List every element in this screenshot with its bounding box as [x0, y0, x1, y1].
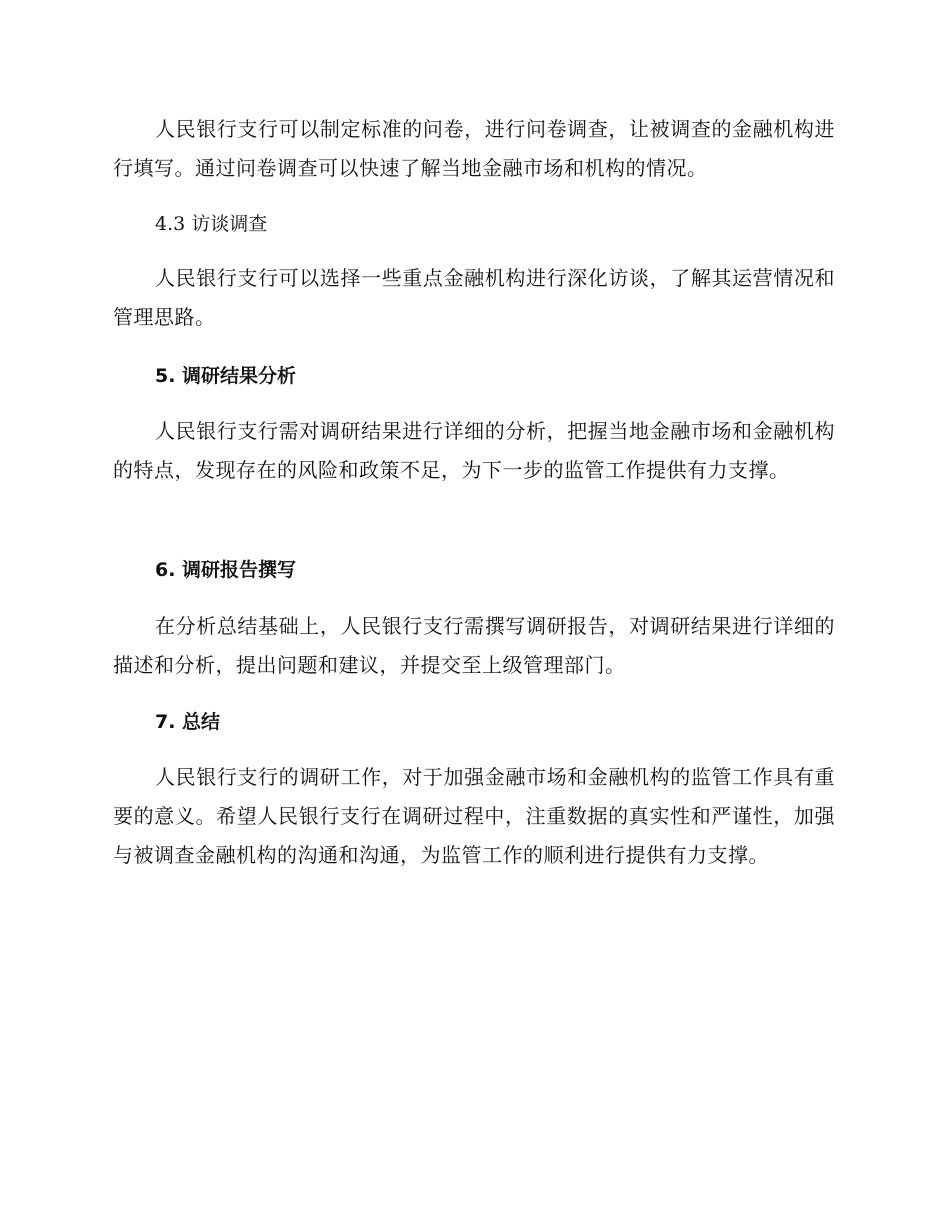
paragraph-interview	[113, 259, 835, 337]
heading-text: 7. 总结	[155, 711, 221, 733]
heading-summary	[113, 707, 835, 737]
paragraph-text: 在分析总结基础上，人民银行支行需撰写调研报告，对调研结果进行详细的描述和分析，提出问题和建议，并提交至上级管理部门。	[113, 614, 835, 677]
paragraph-report	[113, 607, 835, 685]
paragraph-text: 人民银行支行可以选择一些重点金融机构进行深化访谈，了解其运营情况和管理思路。	[113, 266, 835, 329]
paragraph-analysis	[113, 412, 835, 490]
subheading-text: 4.3 访谈调查	[155, 213, 268, 235]
heading-report	[113, 555, 835, 585]
paragraph-text: 人民银行支行可以制定标准的问卷，进行问卷调查，让被调查的金融机构进行填写。通过问卷调查可以快速了解当地金融市场和机构的情况。	[113, 117, 835, 180]
paragraph-questionnaire	[113, 110, 835, 188]
subheading-interview	[113, 209, 835, 239]
heading-analysis	[113, 361, 835, 391]
heading-text: 6. 调研报告撰写	[155, 559, 297, 581]
paragraph-text: 人民银行支行需对调研结果进行详细的分析，把握当地金融市场和金融机构的特点，发现存在的风险和政策不足，为下一步的监管工作提供有力支撑。	[113, 419, 835, 482]
heading-text: 5. 调研结果分析	[155, 365, 297, 387]
paragraph-summary	[113, 758, 835, 875]
paragraph-text: 人民银行支行的调研工作，对于加强金融市场和金融机构的监管工作具有重要的意义。希望人民银行支行在调研过程中，注重数据的真实性和严谨性，加强与被调查金融机构的沟通和沟通，为监管工作的顺利进行提供有力支撑。	[113, 765, 835, 867]
